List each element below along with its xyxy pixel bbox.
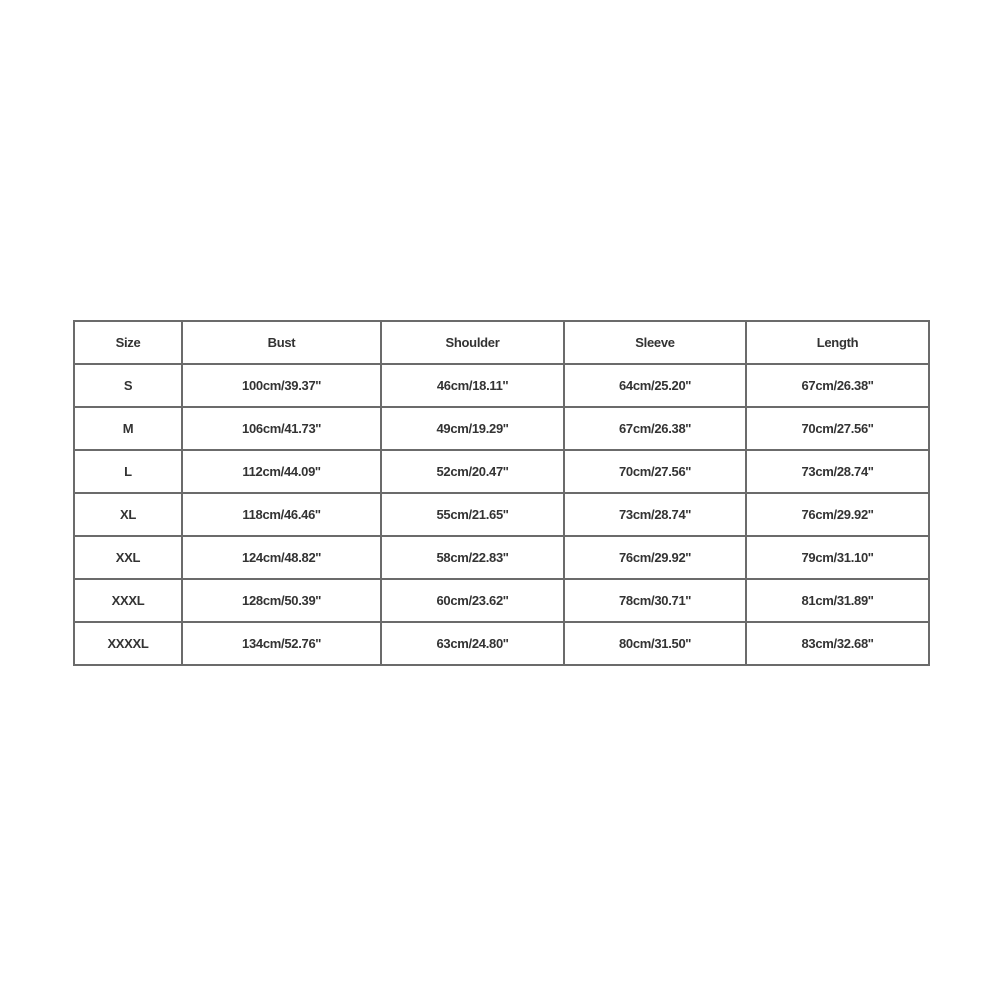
cell-sleeve: 78cm/30.71'' xyxy=(564,579,746,622)
cell-sleeve: 73cm/28.74'' xyxy=(564,493,746,536)
cell-shoulder: 60cm/23.62'' xyxy=(381,579,564,622)
cell-size: XXXL xyxy=(74,579,182,622)
cell-sleeve: 80cm/31.50'' xyxy=(564,622,746,665)
table-row xyxy=(74,579,929,622)
cell-bust: 128cm/50.39'' xyxy=(182,579,381,622)
cell-size: M xyxy=(74,407,182,450)
cell-sleeve: 64cm/25.20'' xyxy=(564,364,746,407)
table-row xyxy=(74,493,929,536)
cell-bust: 100cm/39.37'' xyxy=(182,364,381,407)
cell-length: 67cm/26.38'' xyxy=(746,364,929,407)
size-chart-table xyxy=(73,320,930,666)
header-size: Size xyxy=(74,321,182,364)
table-row xyxy=(74,450,929,493)
table-row xyxy=(74,536,929,579)
table-header-row xyxy=(74,321,929,364)
table-row xyxy=(74,622,929,665)
cell-length: 79cm/31.10'' xyxy=(746,536,929,579)
header-sleeve: Sleeve xyxy=(564,321,746,364)
cell-bust: 134cm/52.76'' xyxy=(182,622,381,665)
cell-bust: 118cm/46.46'' xyxy=(182,493,381,536)
cell-length: 83cm/32.68'' xyxy=(746,622,929,665)
cell-shoulder: 49cm/19.29'' xyxy=(381,407,564,450)
header-bust: Bust xyxy=(182,321,381,364)
table-row xyxy=(74,407,929,450)
cell-shoulder: 63cm/24.80'' xyxy=(381,622,564,665)
cell-shoulder: 58cm/22.83'' xyxy=(381,536,564,579)
table-row xyxy=(74,364,929,407)
header-length: Length xyxy=(746,321,929,364)
cell-length: 76cm/29.92'' xyxy=(746,493,929,536)
cell-size: L xyxy=(74,450,182,493)
cell-length: 70cm/27.56'' xyxy=(746,407,929,450)
cell-bust: 106cm/41.73'' xyxy=(182,407,381,450)
cell-length: 73cm/28.74'' xyxy=(746,450,929,493)
cell-sleeve: 70cm/27.56'' xyxy=(564,450,746,493)
cell-shoulder: 46cm/18.11'' xyxy=(381,364,564,407)
cell-shoulder: 55cm/21.65'' xyxy=(381,493,564,536)
cell-bust: 112cm/44.09'' xyxy=(182,450,381,493)
cell-sleeve: 67cm/26.38'' xyxy=(564,407,746,450)
cell-bust: 124cm/48.82'' xyxy=(182,536,381,579)
header-shoulder: Shoulder xyxy=(381,321,564,364)
cell-size: S xyxy=(74,364,182,407)
cell-length: 81cm/31.89'' xyxy=(746,579,929,622)
cell-shoulder: 52cm/20.47'' xyxy=(381,450,564,493)
cell-sleeve: 76cm/29.92'' xyxy=(564,536,746,579)
cell-size: XXL xyxy=(74,536,182,579)
cell-size: XXXXL xyxy=(74,622,182,665)
cell-size: XL xyxy=(74,493,182,536)
